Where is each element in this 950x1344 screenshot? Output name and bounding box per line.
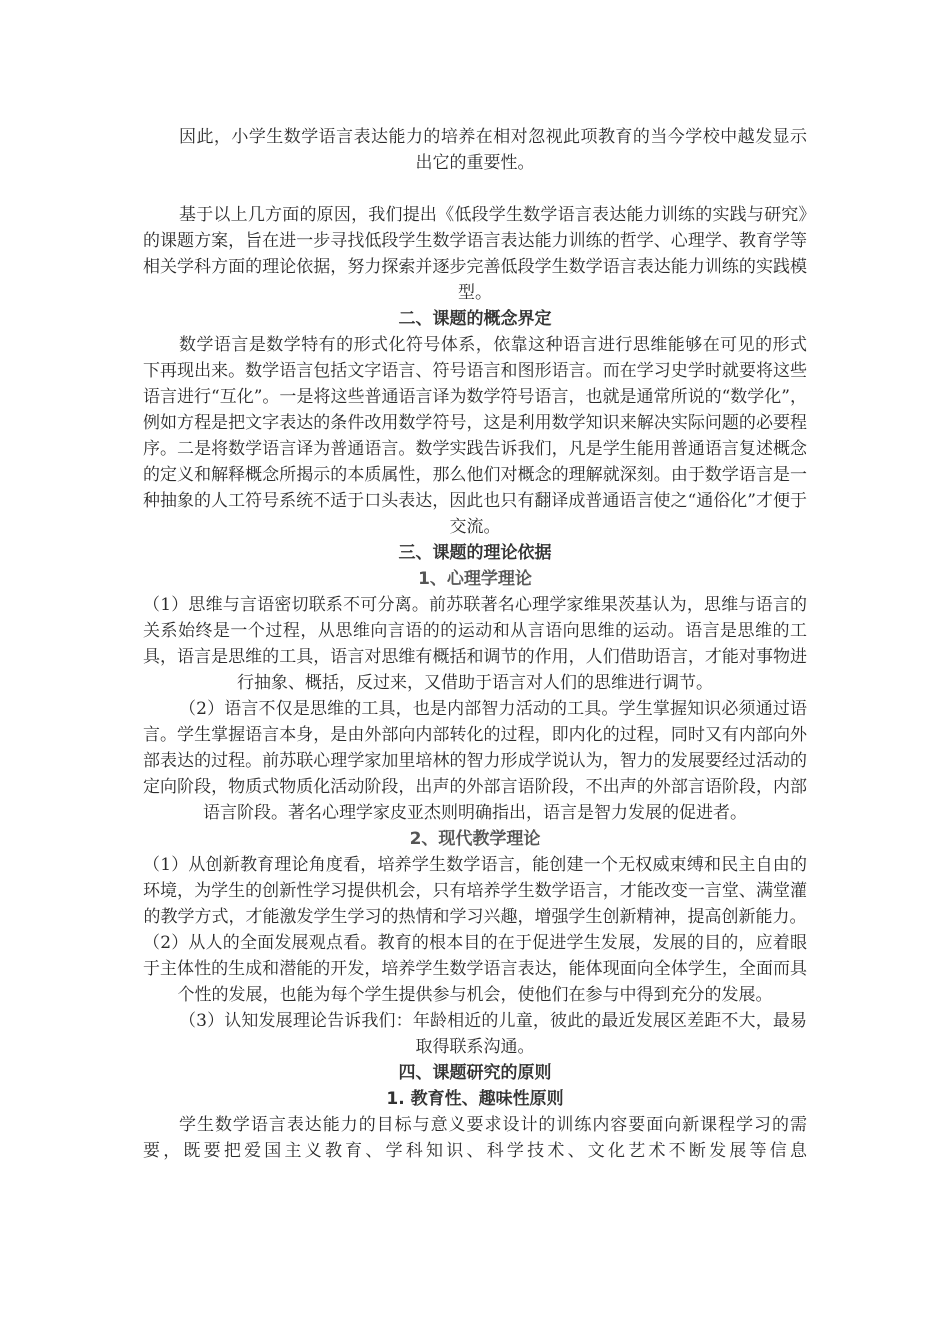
section-heading-concept: 二、课题的概念界定 <box>398 309 552 329</box>
paragraph-teaching-3: （3）认知发展理论告诉我们：年龄相近的儿童，彼此的最近发展区差距不大，最易取得联系沟通。 <box>179 1011 807 1057</box>
subheading-modern-teaching: 2、现代教学理论 <box>409 829 541 849</box>
subheading-education-interest: 1. 教育性、趣味性原则 <box>386 1089 564 1109</box>
paragraph-importance: 因此，小学生数学语言表达能力的培养在相对忽视此项教育的当今学校中越发显示出它的重要性。 <box>179 127 807 173</box>
paragraph-teaching-2: （2）从人的全面发展观点看。教育的根本目的在于促进学生发展，发展的目的，应着眼于主体性的生成和潜能的开发，培养学生数学语言表达，能体现面向全体学生，全面而具个性的发展，也能为每个学生提供参与机会，使他们在参与中得到充分的发展。 <box>143 933 807 1005</box>
paragraph-psychology-1: （1）思维与言语密切联系不可分离。前苏联著名心理学家维果茨基认为，思维与语言的关系始终是一个过程，从思维向言语的的运动和从言语向思维的运动。语言是思维的工具，语言是思维的工具，语言对思维有概括和调节的作用，人们借助语言，才能对事物进行抽象、概括，反过来，又借助于语言对人们的思维进行调节。 <box>143 595 807 693</box>
paragraph-principle-text: 学生数学语言表达能力的目标与意义要求设计的训练内容要面向新课程学习的需要，既要把爱国主义教育、学科知识、科学技术、文化艺术不断发展等信息 <box>143 1115 807 1161</box>
document-body <box>143 124 807 1164</box>
subheading-psychology: 1、心理学理论 <box>418 569 532 589</box>
section-heading-principles: 四、课题研究的原则 <box>398 1063 552 1083</box>
paragraph-spacer <box>143 176 807 202</box>
paragraph-psychology-2: （2）语言不仅是思维的工具，也是内部智力活动的工具。学生掌握知识必须通过语言。学生掌握语言本身，是由外部向内部转化的过程，即内化的过程，同时又有内部向外部表达的过程。前苏联心理学家加里培林的智力形成学说认为，智力的发展要经过活动的定向阶段，物质式物质化活动阶段，出声的外部言语阶段，不出声的外部言语阶段，内部语言阶段。著名心理学家皮亚杰则明确指出，语言是智力发展的促进者。 <box>143 699 807 823</box>
paragraph-math-language: 数学语言是数学特有的形式化符号体系，依靠这种语言进行思维能够在可见的形式下再现出来。数学语言包括文字语言、符号语言和图形语言。而在学习史学时就要将这些语言进行“互化”。一是将这些普通语言译为数学符号语言，也就是通常所说的“数学化”，例如方程是把文字表达的条件改用数学符号，这是利用数学知识来解决实际问题的必要程序。二是将数学语言译为普通语言。数学实践告诉我们，凡是学生能用普通语言复述概念的定义和解释概念所揭示的本质属性，那么他们对概念的理解就深刻。由于数学语言是一种抽象的人工符号系统不适于口头表达，因此也只有翻译成普通语言使之“通俗化”才便于交流。 <box>143 335 807 537</box>
paragraph-proposal: 基于以上几方面的原因，我们提出《低段学生数学语言表达能力训练的实践与研究》的课题方案，旨在进一步寻找低段学生数学语言表达能力训练的哲学、心理学、教育学等相关学科方面的理论依据，努力探索并逐步完善低段学生数学语言表达能力训练的实践模型。 <box>143 205 807 303</box>
paragraph-teaching-1: （1）从创新教育理论角度看，培养学生数学语言，能创建一个无权威束缚和民主自由的环境，为学生的创新性学习提供机会，只有培养学生数学语言，才能改变一言堂、满堂灌的教学方式，才能激发学生学习的热情和学习兴趣，增强学生创新精神，提高创新能力。 <box>143 855 807 927</box>
section-heading-theory: 三、课题的理论依据 <box>398 543 552 563</box>
